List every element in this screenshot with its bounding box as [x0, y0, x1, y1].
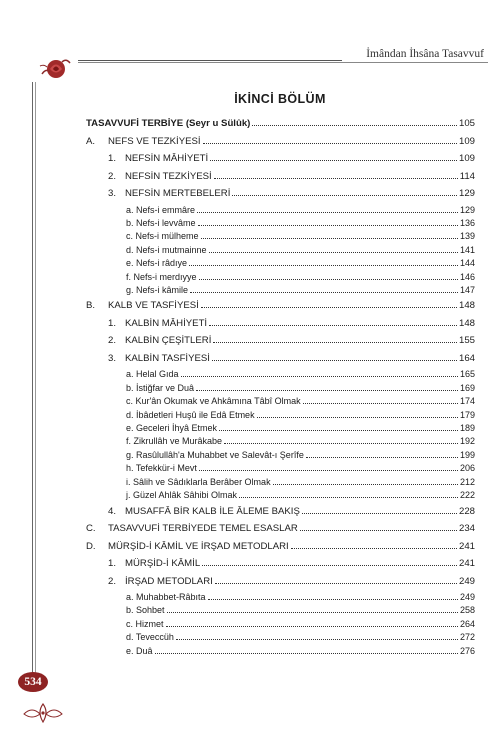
dot-leader	[257, 417, 458, 418]
dot-leader	[201, 238, 458, 239]
toc-entry	[86, 448, 475, 462]
flourish-ornament-icon	[20, 702, 66, 724]
toc-entry-page: 192	[459, 436, 475, 447]
toc-entry-title: İRŞAD METODLARI	[125, 575, 213, 587]
toc-entry-page: 129	[458, 188, 475, 199]
toc-entry	[86, 461, 475, 475]
dot-leader	[208, 599, 458, 600]
margin-rule	[32, 82, 33, 682]
dot-leader	[214, 178, 458, 179]
toc-entry-page: 129	[459, 204, 475, 215]
toc-entry-page: 155	[458, 335, 475, 347]
dot-leader	[181, 376, 458, 377]
toc-entry-title: MÜRŞİD-İ KÂMİL	[125, 558, 201, 569]
toc-entry	[86, 408, 475, 422]
toc-entry	[86, 256, 475, 270]
toc-entry-page: 241	[458, 558, 475, 569]
dot-leader	[300, 530, 457, 531]
toc-entry-page: 222	[459, 490, 475, 500]
header-rule-thin	[78, 62, 488, 63]
toc-entry-title: MUSAFFÂ BİR KALB İLE ÂLEME BAKIŞ	[125, 505, 300, 517]
toc-entry	[86, 394, 475, 408]
toc-entry	[86, 117, 475, 131]
toc-entry-title: f. Zikrullâh ve Murâkabe	[126, 436, 223, 447]
toc-entry-title: b. Nefs-i levvâme	[126, 217, 196, 228]
dot-leader	[197, 212, 458, 213]
dot-leader	[219, 430, 458, 431]
toc-entry-title: KALBİN MÂHİYETİ	[125, 317, 208, 329]
toc-entry-page: 109	[458, 153, 475, 164]
toc-entry	[86, 421, 475, 435]
dot-leader	[189, 265, 458, 266]
toc-entry-number: A.	[86, 135, 96, 147]
toc-entry	[86, 152, 475, 166]
toc-entry-page: 241	[458, 540, 475, 552]
toc-entry-page: 276	[459, 645, 475, 656]
toc-entry	[86, 505, 475, 519]
toc-entry	[86, 135, 475, 149]
toc-entry-page: 148	[458, 317, 475, 329]
toc-entry-title: NEFSİN MÂHİYETİ	[125, 153, 209, 164]
toc-entry-number: 2.	[108, 170, 117, 182]
toc-entry-page: 109	[458, 135, 475, 147]
toc-entry-title: b. Sohbet	[126, 605, 165, 616]
toc-entry-page: 258	[459, 605, 475, 616]
margin-rule-thin	[35, 82, 36, 682]
toc-entry-title: g. Rasûlullâh'a Muhabbet ve Salevât-ı Şerîfe	[126, 449, 304, 460]
dot-leader	[239, 497, 458, 498]
dot-leader	[209, 325, 457, 326]
toc-entry-page: 206	[459, 463, 475, 474]
toc-entry-page: 147	[459, 284, 475, 295]
toc-entry-title: e. Duâ	[126, 645, 153, 656]
toc-entry	[86, 630, 475, 644]
toc-entry	[86, 270, 475, 284]
toc-entry-title: a. Nefs-i emmâre	[126, 204, 196, 215]
toc-entry-title: d. İbâdetleri Huşû ile Edâ Etmek	[126, 409, 255, 420]
toc-entry-page: 264	[459, 618, 475, 629]
dot-leader	[198, 225, 458, 226]
toc-entry-number: 2.	[108, 575, 117, 587]
dot-leader	[210, 160, 457, 161]
toc-entry-title: c. Kur'ân Okumak ve Ahkâmına Tâbî Olmak	[126, 396, 301, 407]
toc-entry-page: 189	[459, 423, 475, 433]
toc-entry-page: 174	[459, 396, 475, 407]
toc-entry	[86, 540, 475, 554]
dot-leader	[273, 484, 458, 485]
toc-entry-title: NEFSİN TEZKİYESİ	[125, 170, 212, 182]
toc-entry-number: 3.	[108, 352, 117, 364]
toc-entry-title: e. Geceleri İhyâ Etmek	[126, 423, 218, 433]
rose-ornament-icon	[36, 54, 76, 84]
toc-entry	[86, 617, 475, 631]
dot-leader	[303, 403, 458, 404]
toc-entry	[86, 522, 475, 536]
toc-entry-page: 249	[458, 575, 475, 587]
toc-entry-number: 1.	[108, 317, 117, 329]
toc-entry-page: 199	[459, 449, 475, 460]
toc-entry	[86, 334, 475, 348]
toc-entry	[86, 216, 475, 230]
dot-leader	[224, 443, 458, 444]
toc-entry-title: h. Tefekkür-i Mevt	[126, 463, 197, 474]
toc-entry	[86, 299, 475, 313]
dot-leader	[155, 653, 458, 654]
toc-entry-page: 164	[458, 352, 475, 364]
toc-entry-title: i. Sâlih ve Sâdıklarla Berâber Olmak	[126, 476, 271, 487]
toc-entry-page: 105	[458, 118, 475, 129]
toc-entry-title: a. Helal Gıda	[126, 369, 179, 380]
toc-entry-title: c. Nefs-i mülheme	[126, 231, 199, 242]
toc-entry-page: 144	[459, 258, 475, 269]
toc-entry-title: c. Hizmet	[126, 618, 164, 629]
dot-leader	[190, 292, 458, 293]
toc-entry-title: a. Muhabbet-Râbıta	[126, 592, 206, 602]
toc-entry	[86, 557, 475, 571]
toc-entry	[86, 187, 475, 201]
toc-entry-title: MÜRŞİD-İ KÂMİL VE İRŞAD METODLARI	[108, 540, 289, 552]
toc-entry-page: 212	[459, 476, 475, 487]
toc-entry-number: B.	[86, 300, 96, 312]
toc-entry	[86, 488, 475, 502]
toc-entry-page: 139	[459, 231, 475, 242]
dot-leader	[167, 612, 458, 613]
dot-leader	[252, 125, 457, 126]
toc-entry-page: 179	[459, 409, 475, 420]
toc-entry-title: TASAVVUFİ TERBİYEDE TEMEL ESASLAR	[108, 523, 298, 534]
toc-entry	[86, 229, 475, 243]
toc-entry-title: NEFSİN MERTEBELERİ	[125, 188, 231, 199]
toc-entry-title: j. Güzel Ahlâk Sâhibi Olmak	[126, 490, 238, 500]
toc-entry	[86, 203, 475, 217]
toc-entry-page: 141	[459, 244, 475, 255]
toc-entry	[86, 367, 475, 381]
dot-leader	[213, 342, 457, 343]
toc-entry-number: 4.	[108, 505, 117, 517]
section-title: İKİNCİ BÖLÜM	[234, 92, 326, 106]
toc-entry-title: g. Nefs-i kâmile	[126, 284, 189, 295]
dot-leader	[201, 307, 457, 308]
toc-entry-title: TASAVVUFİ TERBİYE (Seyr u Sülûk)	[86, 118, 251, 129]
toc-entry-number: C.	[86, 523, 96, 534]
toc-entry-number: 1.	[108, 153, 117, 164]
toc-entry-title: f. Nefs-i merdıyye	[126, 271, 197, 282]
toc-entry	[86, 243, 475, 257]
toc-entry-number: 2.	[108, 335, 117, 347]
toc-entry	[86, 381, 475, 395]
toc-entry-page: 165	[459, 369, 475, 380]
toc-entry-title: KALB VE TASFİYESİ	[108, 300, 199, 312]
running-header-title: İmândan İhsâna Tasavvuf	[366, 48, 484, 60]
toc-entry-title: KALBİN TASFİYESİ	[125, 352, 210, 364]
dot-leader	[209, 252, 458, 253]
dot-leader	[212, 360, 457, 361]
dot-leader	[202, 565, 457, 566]
toc-entry-number: D.	[86, 540, 96, 552]
dot-leader	[196, 390, 458, 391]
dot-leader	[176, 639, 458, 640]
toc-entry-title: e. Nefs-i râdıye	[126, 258, 188, 269]
toc-entry-title: KALBİN ÇEŞİTLERİ	[125, 335, 212, 347]
page-number-badge: 534	[18, 672, 48, 692]
toc-entry-page: 148	[458, 300, 475, 312]
dot-leader	[203, 143, 457, 144]
dot-leader	[166, 626, 458, 627]
toc-entry	[86, 434, 475, 448]
dot-leader	[302, 513, 457, 514]
toc-entry	[86, 590, 475, 604]
toc-entry-page: 249	[459, 592, 475, 602]
toc-entry-page: 146	[459, 271, 475, 282]
dot-leader	[232, 195, 457, 196]
toc-entry	[86, 352, 475, 366]
toc-entry-page: 169	[459, 382, 475, 393]
toc-entry-page: 228	[458, 505, 475, 517]
dot-leader	[306, 457, 458, 458]
dot-leader	[199, 470, 458, 471]
dot-leader	[291, 548, 457, 549]
toc-entry	[86, 644, 475, 658]
toc-entry	[86, 317, 475, 331]
toc-entry-title: d. Nefs-i mutmainne	[126, 244, 207, 255]
toc-entry-page: 136	[459, 217, 475, 228]
toc-entry	[86, 575, 475, 589]
toc-entry-page: 114	[459, 170, 475, 182]
toc-entry-number: 1.	[108, 558, 117, 569]
toc-entry	[86, 283, 475, 297]
dot-leader	[199, 279, 458, 280]
toc-entry-page: 272	[459, 632, 475, 643]
toc-entry	[86, 475, 475, 489]
toc-entry-title: b. İstiğfar ve Duâ	[126, 382, 195, 393]
toc-entry-number: 3.	[108, 188, 117, 199]
toc-entry-title: NEFS VE TEZKİYESİ	[108, 135, 201, 147]
toc-entry	[86, 170, 475, 184]
toc-entry-page: 234	[458, 523, 475, 534]
dot-leader	[215, 583, 457, 584]
toc-entry	[86, 603, 475, 617]
header-rule	[78, 60, 342, 61]
toc-entry-title: d. Teveccüh	[126, 632, 174, 643]
